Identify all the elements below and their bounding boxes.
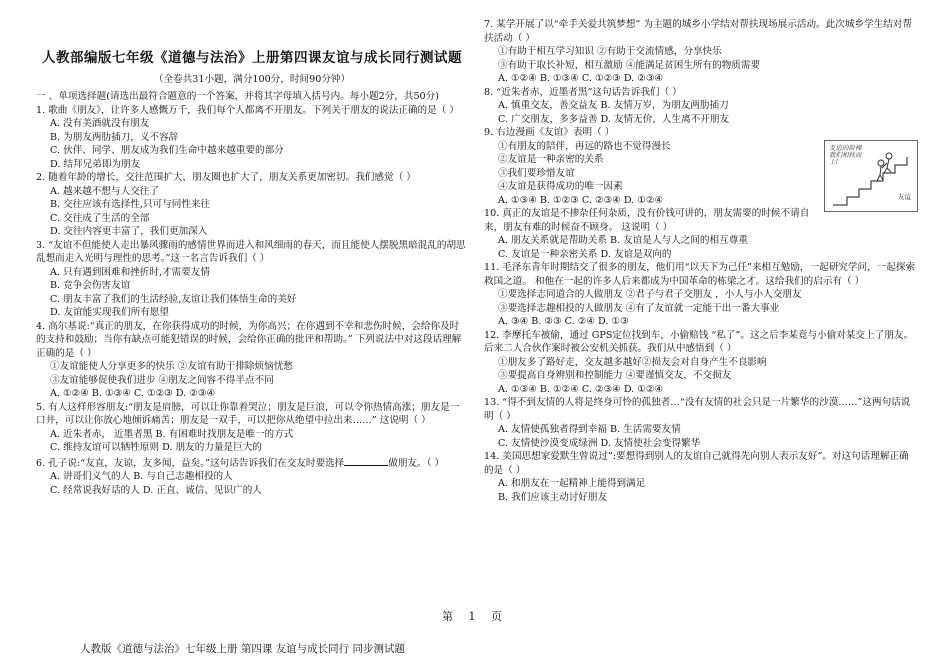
question-stem: 7. 某学开展了以“牵手关爱共筑梦想” 为主题的城乡小学结对帮扶现场展示活动。此次城乡学生结对帮扶活动（ ） [484,19,912,44]
question-stem: 5. 有人这样形容朋友:“朋友是肩膀，可以让你靠着哭泣；朋友是巨浪，可以令你热情高涨；朋友是一口井，可以让你放心地倾诉痛苦；朋友是一双手，可以把你从绝望中拉出来……” 这说明（ ） [36,401,460,426]
option: A. ①②④ B. ①③④ C. ①②③ D. ②③④ [498,73,664,84]
option: C. 经常说我好话的人 D. 正直、诚信、见识广的人 [50,484,262,496]
option: ③我们要珍惜友谊 [498,167,575,179]
footer-text: 人教版《道德与法治》七年级上册 第四课 友谊与成长同行 同步测试题 [80,643,406,655]
question-8 [484,86,918,127]
question-stem: 12. 李摩托车被偷，通过 GPS定位找到车，小偷赔钱 “私了”。这之后李某竟与小偷对某交上了朋友。后来二人合伙作案时被公安机关抓获。我们从中感悟到（ ） [484,329,914,354]
option: A. 和朋友在一起精神上能得到满足 [498,478,646,489]
question-14 [484,450,918,504]
question-4 [36,320,468,401]
figure-label: 友谊 [898,193,911,201]
option: ①朋友多了路好走，交友越多越好②损友会对自身产生不良影响 [498,356,767,368]
question-10 [484,207,918,261]
option: ③有助于取长补短，相互激励 ④能满足贫困生所有的物质需要 [498,59,761,71]
answer-blank[interactable] [344,455,388,466]
friendship-cartoon [824,140,918,212]
page-title: 人教部编版七年级《道德与法治》上册第四课友谊与成长同行测试题 [42,50,462,66]
option: A. ①③④ B. ①②③ C. ②③④ D. ①②④ [498,194,664,206]
question-5 [36,401,468,455]
right-column [484,18,918,504]
question-2 [36,171,468,239]
option: C. 广交朋友，多多益善 D. 友情无价，人生离不开朋友 [498,113,730,125]
option: D. 交往内容更丰富了，我们更加深入 [50,226,208,237]
question-12 [484,329,918,397]
option: D. 友谊能实现我们所有愿望 [50,307,169,318]
question-stem: 11. 毛泽东青年时期结交了很多的朋友，他们用“以天下为己任”来相互勉励，一起研究学问，一起探索救国之道。 和他在一起的许多人后来都成为中国革命的栋梁之才。这给我们的启示有（ ） [484,262,916,287]
option: ③友谊能够促使我们进步 ④朋友之间容不得半点不同 [50,374,274,386]
option: A. 只有遇到困难和挫折时,才需要友情 [50,266,210,278]
question-stem: 4. 高尔基说:“真正的朋友，在你获得成功的时候，为你高兴；在你遇到不幸和悲伤时候，会给你及时的支持和鼓励；当你有缺点可能犯错误的时候，会给你正确的批评和帮助。” 下列说法中对这段话理解正确的是（ ） [36,320,462,359]
option: ②友谊是一种亲密的关系 [498,154,604,165]
option: ①有朋友的陪伴，再远的路也不觉得漫长 [498,140,671,152]
option: A. ①③④ B. ①②④ C. ②③④ D. ①②④ [498,383,664,395]
question-11 [484,261,918,329]
option: A. 友情使孤独者得到幸福 B. 生活需要友情 [498,424,681,435]
question-stem: 9. 右边漫画《友谊》表明（ ） [484,127,615,138]
question-1 [36,104,468,172]
question-13 [484,396,918,450]
option: A. 朋友关系就是帮助关系 B. 友谊是人与人之间的相互尊重 [498,235,748,246]
section-heading: 一 、单项选择题(请选出最符合题意的一个答案，并将其字母填入括号内。每小题2分，共50分) [36,91,440,102]
option: ①有助于相互学习知识 ②有助于交流情感，分享快乐 [498,46,722,57]
question-7 [484,18,918,86]
option: C. 友谊是一种亲密关系 D. 友谊是双向的 [498,248,672,260]
option: ③要选择志趣相投的人做朋友 ④有了友谊就一定能干出一番大事业 [498,302,780,314]
question-stem: 8. “近朱者赤，近墨者黑”这句话告诉我们（ ） [484,86,682,98]
question-6 [36,455,468,498]
option: A. 近朱者赤， 近墨者黑 B. 有困难时找朋友是唯一的方式 [50,428,294,440]
option: A. 讲哥们义气的人 B. 与自己志趣相投的人 [50,471,233,482]
option: ①友谊能使人分享更多的快乐 ②友谊有助于排除烦恼忧愁 [50,361,293,372]
option: B. 交往应该有选择性,只可与同性来往 [50,199,211,210]
option: B. 我们应该主动讨好朋友 [498,491,608,503]
question-stem [36,455,468,471]
option: ③要提高自身辨别和控制能力 ④要谨慎交友，不交损友 [498,370,732,381]
option: C. 伙伴、同学、朋友成为我们生命中越来越重要的部分 [50,145,284,156]
question-3 [36,239,468,320]
option: A. 没有美酒就没有朋友 [50,118,150,129]
page-number: 第 1 页 [442,610,508,623]
option: A. 慎重交友，善交益友 B. 友情万岁，为朋友两肋插刀 [498,100,729,111]
left-column [36,40,468,497]
question-stem: 2. 随着年龄的增长，交往范围扩大，朋友圈也扩大了，朋友关系更加密切。我们感觉（ ） [36,172,416,183]
option: C. 交往成了生活的全部 [50,212,150,224]
question-stem-text: 6. 孔子说:“友直，友谅，友多闻，益矣。”这句话告诉我们在交友时要选择 [36,457,345,469]
option: B. 竞争会伤害友谊 [50,280,131,291]
question-stem: 13. “得不到友情的人将是终身可怜的孤独者…“没有友情的社会只是一片繁华的沙漠……”这两句话说明（ ） [484,397,911,422]
option: C. 朋友丰富了我们的生活经验,友谊让我们体悟生命的美好 [50,293,297,305]
question-stem: 1. 歌曲《朋友》，让许多人感慨万千，我们每个人都离不开朋友。下列关于朋友的说法正确的是（ ） [36,104,459,116]
option: ①要选择志同道合的人做朋友 ②君子与君子交朋友 ，小人与小人交朋友 [498,289,802,300]
option: A. ①②④ B. ①③④ C. ①②③ D. ②③④ [50,388,216,399]
question-9 [484,126,918,207]
exam-subtitle: （全卷共31小题，满分100分，时间90分钟） [153,73,351,85]
figure-caption: 友谊的阶梯 我们相扶而上! [829,143,862,166]
option: C. 友情使沙漠变成绿洲 D. 友情使社会变得繁华 [498,437,701,449]
option: D. 结拜兄弟即为朋友 [50,158,141,170]
question-stem: 10. 真正的友谊是不掺杂任何杂质，没有价钱可讲的，朋友需要的时候不请自来，朋友有难的时候奋不顾身。 这说明（ ） [484,208,810,233]
question-stem: 3. “友谊不但能使人走出暴风骤雨的感情世界而进入和风细雨的春天，而且能使人摆脱黑暗混乱的胡思乱想而走入光明与理性的思考。”这一名言告诉我们（ ） [36,239,466,264]
option: C. 维持友谊可以牺牲原则 D. 朋友的力量是巨大的 [50,442,262,453]
option: ④友谊是获得成功的唯一因素 [498,181,623,192]
question-stem: 14. 美国思想家爱默生曾说过”:要想得到别人的友谊自己就得先向别人表示友好”。对这句话理解正确的是（ ） [484,451,909,476]
option: A. ③④ B. ②③ C. ②④ D. ①③ [498,316,629,327]
option: A. 越来越不想与人交往了 [50,185,159,197]
question-stem-tail: 做朋友。（ ） [388,457,445,469]
option: B. 为朋友两肋插刀，义不容辞 [50,131,179,143]
